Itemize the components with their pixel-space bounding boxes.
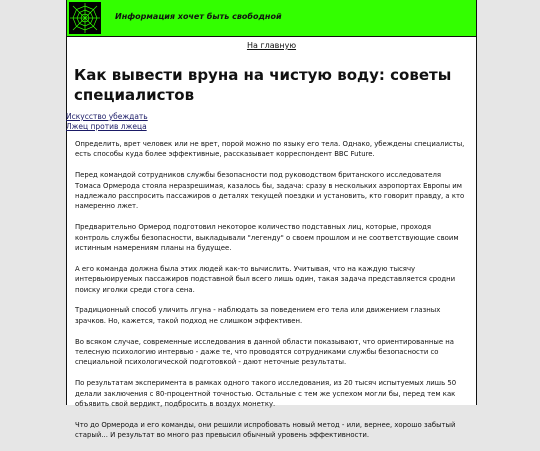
spiderweb-icon[interactable] — [69, 2, 101, 34]
related-links — [66, 112, 148, 132]
article-paragraph: Предварительно Ормерод подготовил некоторое количество подставных лиц, которые, проходя контроль службы безопасности, выкладывали "легенду" о своем прошлом и не соответствующие своим истинным намерениям планы на будущее. — [75, 223, 459, 253]
article-body — [75, 139, 467, 451]
page-container — [66, 0, 477, 440]
article-paragraph: Во всяком случае, современные исследования в данной области показывают, что ориентированные на телесную психологию интервью - даже те, что проводятся сотрудниками службы безопасности со специальной психологической подготовкой - дают неточные результаты. — [75, 337, 455, 367]
home-link[interactable]: На главную — [246, 41, 297, 50]
site-slogan: Информация хочет быть свободной — [115, 12, 282, 21]
related-link-persuade[interactable]: Искусство убеждать — [66, 112, 148, 121]
related-link-liar[interactable]: Лжец против лжеца — [66, 122, 147, 131]
article-paragraph: Определить, врет человек или не врет, порой можно по языку его тела. Однако, убеждены специалисты, есть способы куда более эффективные, рассказывает корреспондент BBC Future. — [75, 140, 465, 159]
article-paragraph: А его команда должна была этих людей как-то вычислить. Учитывая, что на каждую тысячу интервьюируемых пассажиров подставной был всего лишь один, такая задача представляется сродни поиску иголки среди стога сена. — [75, 264, 456, 294]
article-paragraph: Перед командой сотрудников службы безопасности под руководством британского исследователя Томаса Ормерода стояла неразрешимая, казалось бы, задача: сразу в нескольких аэропортах Европы им надлежало расспросить пассажиров о деталях текущей поездки и установить, кто говорит правду, а кто намеренно лжет. — [75, 171, 465, 211]
article-title: Как вывести вруна на чистую воду: советы специалистов — [74, 66, 452, 104]
article-paragraph: Что до Ормерода и его команды, они решили испробовать новый метод - или, вернее, хорошо забытый старый... И результат во много раз превысил обычный уровень эффективности. — [75, 420, 456, 440]
header-banner — [67, 0, 476, 37]
article-paragraph: Традиционный способ уличить лгуна - наблюдать за поведением его тела или движением глазных зрачков. Но, кажется, такой подход не слишком эффективен. — [75, 306, 441, 325]
article-paragraph: По результатам эксперимента в рамках одного такого исследования, из 20 тысяч испытуемых лишь 50 делали заключения с 80-процентной точностью. Остальные с тем же успехом могли бы, перед тем как объявить свой вердикт, подбросить в воздух монетку. — [75, 379, 457, 409]
